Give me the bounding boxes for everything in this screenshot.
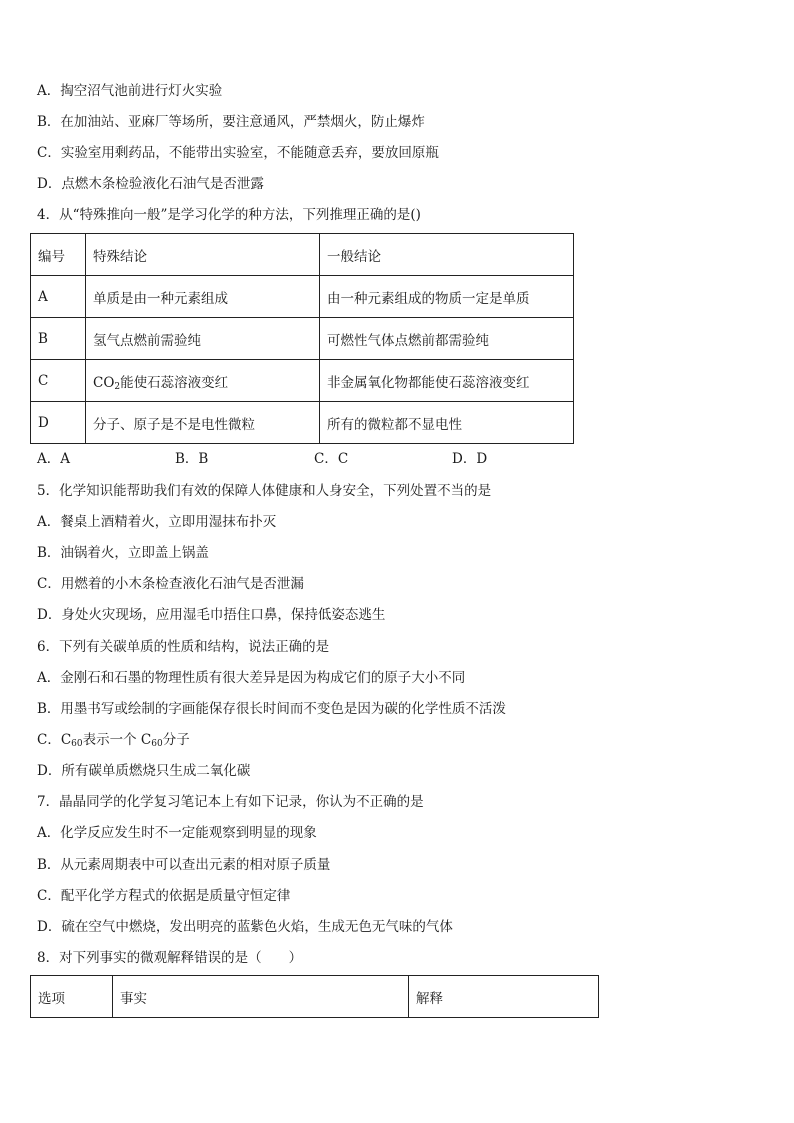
- row-id: B: [31, 318, 86, 360]
- q6-option-b: B．用墨书写或绘制的字画能保存很长时间而不变色是因为碳的化学性质不活泼: [37, 701, 506, 717]
- q5-option-c: C．用燃着的小木条检查液化石油气是否泄漏: [37, 576, 304, 592]
- q5-option-d: D．身处火灾现场，应用湿毛巾捂住口鼻，保持低姿态逃生: [37, 607, 386, 623]
- row-id: C: [31, 360, 86, 402]
- table-row: [31, 402, 574, 444]
- q7-option-d: D．硫在空气中燃烧，发出明亮的蓝紫色火焰，生成无色无气味的气体: [37, 919, 453, 935]
- row-general: 由一种元素组成的物质一定是单质: [320, 276, 574, 318]
- q6-option-c: [37, 731, 190, 749]
- header-cell-special: 特殊结论: [86, 234, 320, 276]
- table-header-row: [31, 234, 574, 276]
- q6-stem: 6．下列有关碳单质的性质和结构，说法正确的是: [37, 639, 330, 655]
- formula-co: CO: [93, 374, 115, 391]
- q7-option-a: A．化学反应发生时不一定能观察到明显的现象: [37, 825, 317, 841]
- formula-subscript: 2: [114, 381, 121, 392]
- q4-option-c: C．C: [314, 451, 349, 467]
- q5-stem: 5．化学知识能帮助我们有效的保障人体健康和人身安全，下列处置不当的是: [37, 483, 492, 499]
- row-special: 分子、原子是不是电性微粒: [86, 402, 320, 444]
- q4-stem: 4．从“特殊推向一般”是学习化学的种方法，下列推理正确的是(): [37, 207, 421, 223]
- row-special: [86, 360, 320, 402]
- row-special-text: 能使石蕊溶液变红: [120, 374, 229, 391]
- q7-option-b: B．从元素周期表中可以查出元素的相对原子质量: [37, 857, 331, 873]
- row-special: 单质是由一种元素组成: [86, 276, 320, 318]
- header-cell-option: 选项: [31, 976, 113, 1018]
- q7-stem: 7．晶晶同学的化学复习笔记本上有如下记录，你认为不正确的是: [37, 794, 424, 810]
- header-cell-fact: 事实: [113, 976, 409, 1018]
- q3-option-b: B．在加油站、亚麻厂等场所，要注意通风，严禁烟火，防止爆炸: [37, 114, 425, 130]
- row-general: 所有的微粒都不显电性: [320, 402, 574, 444]
- table-row: [31, 318, 574, 360]
- q7-option-c: C．配平化学方程式的依据是质量守恒定律: [37, 888, 291, 904]
- q4-option-d: D．D: [452, 451, 488, 467]
- q4-option-a: A．A: [37, 451, 70, 467]
- header-cell-general: 一般结论: [320, 234, 574, 276]
- table-row: [31, 276, 574, 318]
- row-special: 氢气点燃前需验纯: [86, 318, 320, 360]
- q5-option-a: A．餐桌上酒精着火，立即用湿抹布扑灭: [37, 514, 277, 530]
- row-id: D: [31, 402, 86, 444]
- q6-option-a: A．金刚石和石墨的物理性质有很大差异是因为构成它们的原子大小不同: [37, 670, 466, 686]
- row-general: 非金属氧化物都能使石蕊溶液变红: [320, 360, 574, 402]
- q6-option-c-mid: 表示一个 C: [82, 732, 152, 748]
- header-cell-id: 编号: [31, 234, 86, 276]
- q8-table: [30, 975, 599, 1018]
- q6-option-c-suffix: 分子: [162, 732, 190, 748]
- q4-option-b: B．B: [175, 451, 209, 467]
- row-general: 可燃性气体点燃前都需验纯: [320, 318, 574, 360]
- header-cell-explanation: 解释: [409, 976, 599, 1018]
- formula-subscript: 60: [71, 739, 83, 749]
- table-header-row: [31, 976, 599, 1018]
- q4-options: [37, 450, 597, 468]
- q3-option-d: D．点燃木条检验液化石油气是否泄露: [37, 176, 264, 192]
- formula-subscript: 60: [151, 739, 163, 749]
- q6-option-c-prefix: C．C: [37, 732, 72, 748]
- table-row: [31, 360, 574, 402]
- q3-option-a: A．掏空沼气池前进行灯火实验: [37, 83, 223, 99]
- q8-stem: 8．对下列事实的微观解释错误的是（ ）: [37, 950, 303, 966]
- q4-table: [30, 233, 574, 444]
- q6-option-d: D．所有碳单质燃烧只生成二氧化碳: [37, 763, 251, 779]
- q3-option-c: C．实验室用剩药品，不能带出实验室，不能随意丢弃，要放回原瓶: [37, 145, 439, 161]
- row-id: A: [31, 276, 86, 318]
- q5-option-b: B．油锅着火，立即盖上锅盖: [37, 545, 209, 561]
